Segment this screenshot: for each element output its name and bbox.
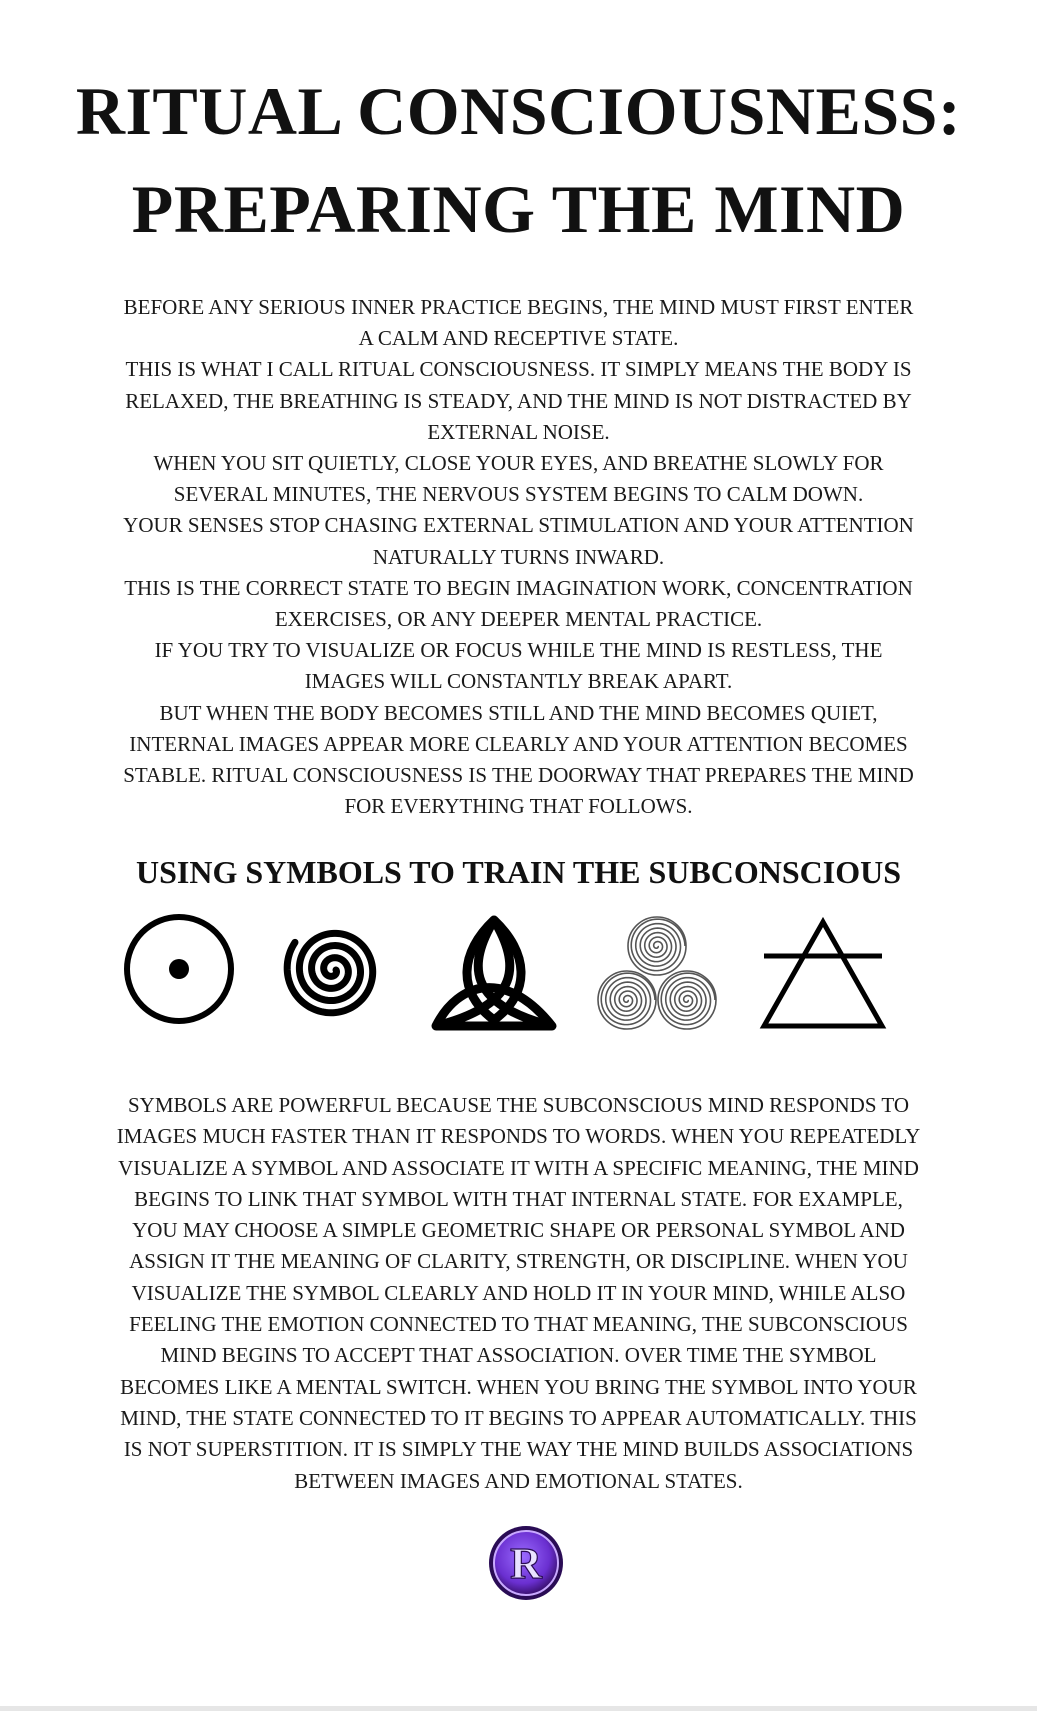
triple-spiral-arm [661,973,715,1025]
intro-line: THIS IS WHAT I CALL RITUAL CONSCIOUSNESS. IT SIMPLY MEANS THE BODY IS [125,357,912,382]
page-bottom-edge [0,1706,1037,1711]
body-line: MIND, THE STATE CONNECTED TO IT BEGINS TO APPEAR AUTOMATICALLY. THIS [120,1405,917,1430]
body-line: SYMBOLS ARE POWERFUL BECAUSE THE SUBCONSCIOUS MIND RESPONDS TO [127,1093,910,1117]
intro-line: IF YOU TRY TO VISUALIZE OR FOCUS WHILE THE MIND IS RESTLESS, THE [154,638,883,663]
intro-line: FOR EVERYTHING THAT FOLLOWS. [344,794,693,819]
intro-line: BUT WHEN THE BODY BECOMES STILL AND THE MIND BECOMES QUIET, [159,700,878,725]
intro-line: EXTERNAL NOISE. [427,419,610,444]
intro-line: BEFORE ANY SERIOUS INNER PRACTICE BEGINS, THE MIND MUST FIRST ENTER [123,295,914,319]
intro-line: RELAXED, THE BREATHING IS STEADY, AND THE MIND IS NOT DISTRACTED BY [125,388,912,413]
title-line-2: PREPARING THE MIND [131,171,906,247]
page-title [0,62,1037,258]
body-line: VISUALIZE THE SYMBOL CLEARLY AND HOLD IT IN YOUR MIND, WHILE ALSO [131,1280,906,1305]
intro-line: A CALM AND RECEPTIVE STATE. [358,326,679,351]
triple-spiral-arm [601,973,655,1025]
intro-line: IMAGES WILL CONSTANTLY BREAK APART. [304,669,733,694]
triple-spiral-icon [596,916,718,1032]
intro-line: WHEN YOU SIT QUIETLY, CLOSE YOUR EYES, AND BREATHE SLOWLY FOR [153,451,884,476]
body-line: IMAGES MUCH FASTER THAN IT RESPONDS TO WORDS. WHEN YOU REPEATEDLY [116,1124,921,1149]
triple-spiral-arm [631,919,685,971]
body-line: MIND BEGINS TO ACCEPT THAT ASSOCIATION. OVER TIME THE SYMBOL [160,1343,877,1368]
intro-line: THIS IS THE CORRECT STATE TO BEGIN IMAGINATION WORK, CONCENTRATION [124,575,913,600]
intro-line: SEVERAL MINUTES, THE NERVOUS SYSTEM BEGINS TO CALM DOWN. [173,482,864,507]
body-line: VISUALIZE A SYMBOL AND ASSOCIATE IT WITH A SPECIFIC MEANING, THE MIND [118,1155,919,1180]
body-line: BEGINS TO LINK THAT SYMBOL WITH THAT INTERNAL STATE. FOR EXAMPLE, [134,1186,903,1211]
intro-paragraph [90,292,947,822]
spiral-icon [280,917,386,1023]
intro-line: YOUR SENSES STOP CHASING EXTERNAL STIMULATION AND YOUR ATTENTION [123,513,914,538]
symbol-row [0,910,1037,1035]
title-line-1: RITUAL CONSCIOUSNESS: [75,73,962,149]
body-line: ASSIGN IT THE MEANING OF CLARITY, STRENGTH, OR DISCIPLINE. WHEN YOU [129,1249,908,1274]
brand-logo [487,1524,565,1602]
body-line: IS NOT SUPERSTITION. IT IS SIMPLY THE WAY THE MIND BUILDS ASSOCIATIONS [123,1437,914,1462]
intro-line: INTERNAL IMAGES APPEAR MORE CLEARLY AND YOUR ATTENTION BECOMES [129,731,908,756]
body-line: FEELING THE EMOTION CONNECTED TO THAT MEANING, THE SUBCONSCIOUS [129,1312,908,1337]
circled-dot-icon [120,910,238,1028]
intro-line: EXERCISES, OR ANY DEEPER MENTAL PRACTICE. [274,607,763,632]
body-line: YOU MAY CHOOSE A SIMPLE GEOMETRIC SHAPE OR PERSONAL SYMBOL AND [132,1218,905,1243]
body-line: BETWEEN IMAGES AND EMOTIONAL STATES. [294,1468,743,1493]
intro-line: STABLE. RITUAL CONSCIOUSNESS IS THE DOORWAY THAT PREPARES THE MIND [123,763,914,788]
body-line: BECOMES LIKE A MENTAL SWITCH. WHEN YOU BRING THE SYMBOL INTO YOUR [120,1374,917,1399]
section-heading: USING SYMBOLS TO TRAIN THE SUBCONSCIOUS [136,854,901,890]
intro-line: NATURALLY TURNS INWARD. [372,544,665,569]
triquetra-icon [428,912,560,1032]
air-element-triangle-icon [758,916,888,1032]
logo-letter: R [510,1539,542,1588]
symbols-paragraph [80,1090,957,1497]
